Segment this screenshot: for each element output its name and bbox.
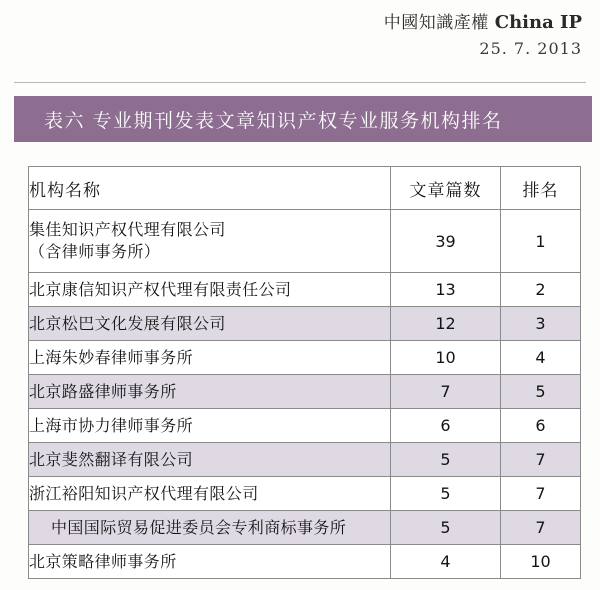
header-divider bbox=[14, 82, 586, 83]
masthead bbox=[384, 12, 582, 59]
table-row bbox=[29, 375, 581, 409]
cell-rank: 1 bbox=[501, 210, 581, 273]
masthead-publication-en: China IP bbox=[494, 12, 582, 33]
table-row bbox=[29, 443, 581, 477]
table-row bbox=[29, 477, 581, 511]
column-header-count: 文章篇数 bbox=[391, 167, 501, 210]
org-name-line1: 集佳知识产权代理有限公司 bbox=[29, 220, 226, 240]
cell-org-name: 浙江裕阳知识产权代理有限公司 bbox=[29, 477, 391, 511]
cell-rank: 7 bbox=[501, 477, 581, 511]
cell-article-count: 13 bbox=[391, 273, 501, 307]
cell-org-name bbox=[29, 210, 391, 273]
table-row bbox=[29, 545, 581, 579]
cell-rank: 2 bbox=[501, 273, 581, 307]
table-row bbox=[29, 409, 581, 443]
table-title-bar bbox=[14, 96, 592, 142]
cell-article-count: 5 bbox=[391, 477, 501, 511]
table-header-row bbox=[29, 167, 581, 210]
cell-org-name: 上海市协力律师事务所 bbox=[29, 409, 391, 443]
cell-org-name: 北京策略律师事务所 bbox=[29, 545, 391, 579]
org-name-line2: （含律师事务所） bbox=[29, 242, 161, 261]
cell-rank: 5 bbox=[501, 375, 581, 409]
cell-rank: 6 bbox=[501, 409, 581, 443]
cell-org-name: 中国国际贸易促进委员会专利商标事务所 bbox=[29, 511, 391, 545]
cell-rank: 7 bbox=[501, 443, 581, 477]
table-row bbox=[29, 273, 581, 307]
cell-article-count: 7 bbox=[391, 375, 501, 409]
table-row bbox=[29, 307, 581, 341]
cell-article-count: 6 bbox=[391, 409, 501, 443]
table-title: 表六 专业期刊发表文章知识产权专业服务机构排名 bbox=[44, 109, 503, 132]
cell-rank: 3 bbox=[501, 307, 581, 341]
masthead-publication bbox=[384, 12, 582, 35]
column-header-rank: 排名 bbox=[501, 167, 581, 210]
cell-rank: 10 bbox=[501, 545, 581, 579]
cell-article-count: 12 bbox=[391, 307, 501, 341]
column-header-name: 机构名称 bbox=[29, 167, 391, 210]
masthead-publication-cn: 中國知識產權 bbox=[383, 13, 489, 33]
cell-org-name: 上海朱妙春律师事务所 bbox=[29, 341, 391, 375]
table-row bbox=[29, 341, 581, 375]
ranking-table bbox=[28, 166, 581, 579]
cell-org-name: 北京松巴文化发展有限公司 bbox=[29, 307, 391, 341]
table-row bbox=[29, 210, 581, 273]
ranking-table-container bbox=[28, 166, 580, 579]
cell-article-count: 39 bbox=[391, 210, 501, 273]
cell-rank: 4 bbox=[501, 341, 581, 375]
cell-org-name: 北京斐然翻译有限公司 bbox=[29, 443, 391, 477]
cell-rank: 7 bbox=[501, 511, 581, 545]
cell-org-name: 北京康信知识产权代理有限责任公司 bbox=[29, 273, 391, 307]
cell-article-count: 5 bbox=[391, 443, 501, 477]
masthead-date: 25. 7. 2013 bbox=[479, 38, 582, 58]
cell-article-count: 4 bbox=[391, 545, 501, 579]
cell-org-name: 北京路盛律师事务所 bbox=[29, 375, 391, 409]
cell-article-count: 5 bbox=[391, 511, 501, 545]
table-row bbox=[29, 511, 581, 545]
cell-article-count: 10 bbox=[391, 341, 501, 375]
